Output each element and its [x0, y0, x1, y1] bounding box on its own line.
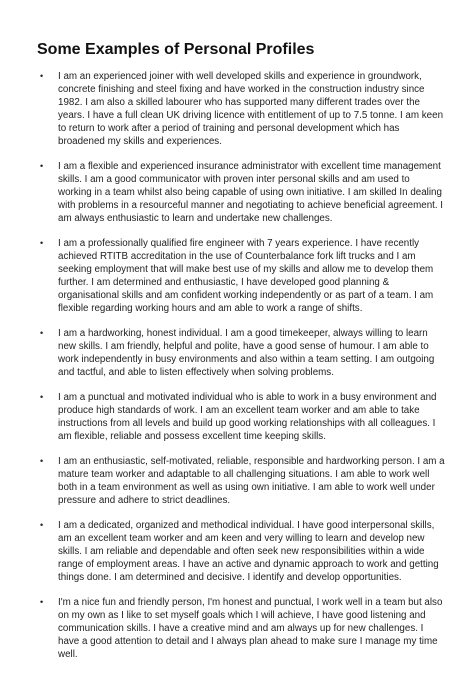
bullet-icon: •: [40, 161, 44, 171]
bullet-icon: •: [40, 392, 44, 402]
profile-item: [37, 391, 445, 443]
profile-text: I am a punctual and motivated individual who is able to work in a busy environment and produce high standards of work. I am an excellent team worker and am able to take instructions from all levels and build up good working relationships with all colleagues. I am flexible, reliable and possess excellent time keeping skills.: [58, 392, 437, 442]
profile-item: [37, 237, 445, 315]
profile-text: I am a professionally qualified fire engineer with 7 years experience. I have recently achieved RTITB accreditation in the use of Counterbalance fork lift trucks and I am seeking employment that will make best use of my skills and allow me to develop them further. I am determined and enthusiastic, I have developed good planning & organisational skills and am confident working independently or as part of a team. I am flexible regarding working hours and am able to work a range of shifts.: [58, 238, 434, 314]
profile-text: I'm a nice fun and friendly person, I'm honest and punctual, I work well in a team but also on my own as I like to set myself goals which I will achieve, I have good listening and communication skills. I have a creative mind and am always up for new challenges. I have a good attention to detail and I always plan ahead to make sure I manage my time well.: [58, 597, 443, 660]
bullet-icon: •: [40, 71, 44, 81]
bullet-icon: •: [40, 238, 44, 248]
profile-text: I am an enthusiastic, self-motivated, reliable, responsible and hardworking person. I am a mature team worker and adaptable to all challenging situations. I am able to work well both in a team environment as well as using own initiative. I am able to work well under pressure and adhere to strict deadlines.: [58, 456, 445, 506]
profile-list: [37, 70, 445, 673]
bullet-icon: •: [40, 456, 44, 466]
profile-item: [37, 519, 445, 584]
profile-text: I am a flexible and experienced insurance administrator with excellent time management skills. I am a good communicator with proven inter personal skills and am used to working in a team whilst also being capable of using own initiative. I am skilled In dealing with problems in a resourceful manner and negotiating to achieve beneficial agreement. I am always enthusiastic to learn and undertake new challenges.: [58, 161, 444, 224]
profile-text: I am a dedicated, organized and methodical individual. I have good interpersonal skills, am an excellent team worker and am keen and very willing to learn and develop new skills. I am reliable and dependable and often seek new responsibilities within a wide range of employment areas. I have an active and dynamic approach to work and getting things done. I am determined and decisive. I identify and develop opportunities.: [58, 520, 439, 583]
profile-item: [37, 596, 445, 661]
profile-item: [37, 455, 445, 507]
profile-text: I am an experienced joiner with well developed skills and experience in groundwork, concrete finishing and steel fixing and have worked in the construction industry since 1982. I am also a skilled labourer who has supported many different trades over the years. I have a full clean UK driving licence with entitlement of up to 7.5 tonne. I am keen to return to work after a period of training and personal development which has broadened my skills and experiences.: [58, 71, 444, 147]
profile-item: [37, 327, 445, 379]
profile-text: I am a hardworking, honest individual. I am a good timekeeper, always willing to learn new skills. I am friendly, helpful and polite, have a good sense of humour. I am able to work independently in busy environments and also within a team setting. I am outgoing and tactful, and able to listen effectively when solving problems.: [58, 328, 435, 378]
bullet-icon: •: [40, 597, 44, 607]
bullet-icon: •: [40, 328, 44, 338]
bullet-icon: •: [40, 520, 44, 530]
profile-item: [37, 70, 445, 148]
profile-item: [37, 160, 445, 225]
page-title: Some Examples of Personal Profiles: [37, 41, 315, 58]
